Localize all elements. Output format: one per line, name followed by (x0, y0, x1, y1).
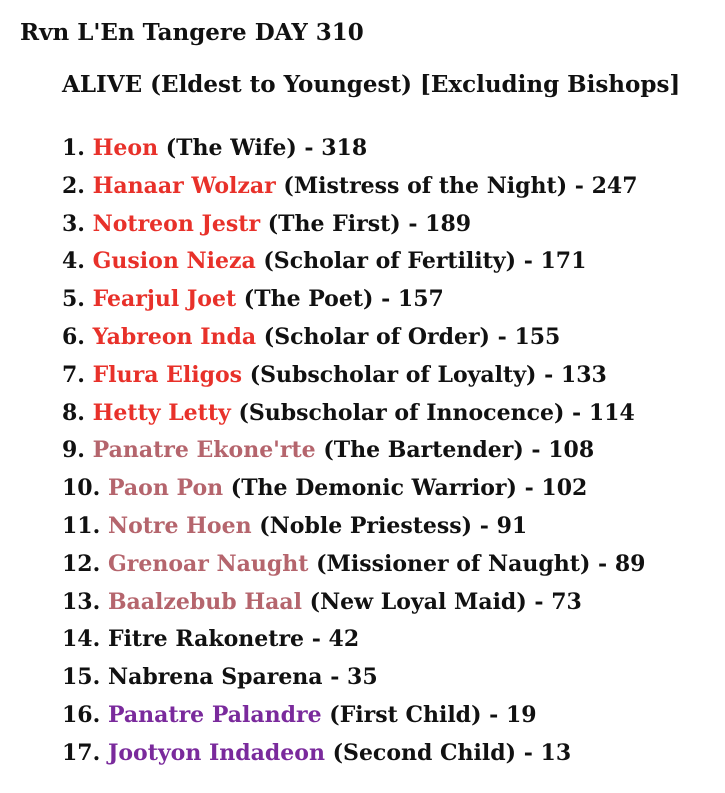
list-item (62, 206, 645, 244)
page-subtitle: ALIVE (Eldest to Youngest) [Excluding Bishops] (62, 71, 681, 98)
list-item (62, 735, 645, 773)
entry-age: 19 (505, 701, 537, 728)
list-item (62, 243, 645, 281)
entry-number: 17. (62, 739, 101, 766)
entry-role: (Mistress of the Night) (283, 172, 568, 199)
list-item (62, 281, 645, 319)
entry-name: Yabreon Inda (92, 323, 257, 350)
list-item (62, 659, 645, 697)
entry-role: (Subscholar of Loyalty) (249, 361, 537, 388)
entry-name: Fitre Rakonetre (107, 626, 305, 653)
entry-name: Panatre Palandre (107, 701, 322, 728)
entry-age: 133 (560, 361, 607, 388)
entry-age: 108 (548, 437, 595, 464)
entry-separator: - (531, 437, 541, 464)
entry-separator: - (598, 550, 608, 577)
entry-role: (Scholar of Fertility) (263, 248, 517, 275)
entry-number: 3. (62, 210, 85, 237)
entry-name: Paon Pon (107, 475, 224, 502)
entry-role: (Scholar of Order) (263, 323, 490, 350)
entry-age: 73 (551, 588, 582, 615)
entry-name: Nabrena Sparena (107, 664, 323, 691)
list-item (62, 508, 645, 546)
entry-age: 13 (540, 739, 572, 766)
entry-age: 42 (328, 626, 360, 653)
entry-age: 35 (347, 664, 378, 691)
list-item (62, 357, 645, 395)
entry-number: 2. (62, 172, 85, 199)
entry-name: Baalzebub Haal (107, 588, 302, 615)
entry-name: Hanaar Wolzar (92, 172, 276, 199)
entry-name: Jootyon Indadeon (107, 739, 325, 766)
list-item (62, 546, 645, 584)
entry-separator: - (330, 664, 340, 691)
entry-separator: - (523, 739, 533, 766)
entry-age: 114 (588, 399, 635, 426)
list-item (62, 621, 645, 659)
entry-role: (Missioner of Naught) (316, 550, 591, 577)
entry-separator: - (497, 323, 507, 350)
list-item (62, 319, 645, 357)
entry-number: 7. (62, 361, 85, 388)
entry-separator: - (479, 512, 489, 539)
entry-number: 10. (62, 475, 101, 502)
entry-role: (Subscholar of Innocence) (238, 399, 565, 426)
list-item (62, 470, 645, 508)
entry-separator: - (534, 588, 544, 615)
entry-age: 155 (514, 323, 561, 350)
entry-role: (The Bartender) (323, 437, 524, 464)
entry-age: 157 (397, 286, 444, 313)
entry-name: Grenoar Naught (107, 550, 309, 577)
entry-separator: - (523, 248, 533, 275)
entry-separator: - (408, 210, 418, 237)
list-item (62, 697, 645, 735)
entry-age: 102 (541, 475, 588, 502)
entry-role: (Second Child) (332, 739, 517, 766)
entry-name: Fearjul Joet (92, 286, 237, 313)
list-item (62, 168, 645, 206)
entry-name: Hetty Letty (92, 399, 231, 426)
entry-separator: - (544, 361, 554, 388)
entry-separator: - (304, 135, 314, 161)
alive-list (62, 130, 645, 773)
entry-age: 171 (540, 248, 587, 275)
entry-separator: - (524, 475, 534, 502)
list-item (62, 130, 645, 168)
entry-separator: - (574, 172, 584, 199)
entry-number: 16. (62, 701, 101, 728)
entry-role: (New Loyal Maid) (309, 588, 527, 615)
entry-age: 91 (496, 512, 528, 539)
entry-separator: - (381, 286, 391, 313)
entry-number: 15. (62, 664, 101, 691)
entry-name: Flura Eligos (92, 361, 243, 388)
entry-role: (The Poet) (243, 286, 374, 313)
entry-number: 8. (62, 399, 85, 426)
entry-separator: - (311, 626, 321, 653)
entry-number: 5. (62, 286, 85, 313)
entry-separator: - (489, 701, 499, 728)
entry-role: (The First) (267, 210, 401, 237)
entry-number: 14. (62, 626, 101, 653)
entry-role: (Noble Priestess) (259, 512, 473, 539)
entry-name: Panatre Ekone'rte (92, 437, 316, 464)
entry-age: 318 (321, 135, 368, 161)
entry-role: (First Child) (329, 701, 482, 728)
entry-number: 1. (62, 135, 85, 161)
entry-role: (The Demonic Warrior) (230, 475, 517, 502)
list-item (62, 395, 645, 433)
entry-number: 12. (62, 550, 101, 577)
entry-age: 189 (425, 210, 472, 237)
entry-number: 4. (62, 248, 85, 275)
entry-age: 89 (614, 550, 646, 577)
entry-number: 13. (62, 588, 101, 615)
entry-number: 9. (62, 437, 85, 464)
entry-number: 6. (62, 323, 85, 350)
list-item (62, 584, 645, 622)
page-title: Rvn L'En Tangere DAY 310 (20, 19, 364, 46)
entry-name: Heon (92, 135, 159, 161)
entry-number: 11. (62, 512, 101, 539)
entry-name: Notre Hoen (107, 512, 252, 539)
list-item (62, 432, 645, 470)
entry-separator: - (572, 399, 582, 426)
entry-age: 247 (591, 172, 638, 199)
entry-role: (The Wife) (165, 135, 297, 161)
entry-name: Notreon Jestr (92, 210, 261, 237)
entry-name: Gusion Nieza (92, 248, 256, 275)
